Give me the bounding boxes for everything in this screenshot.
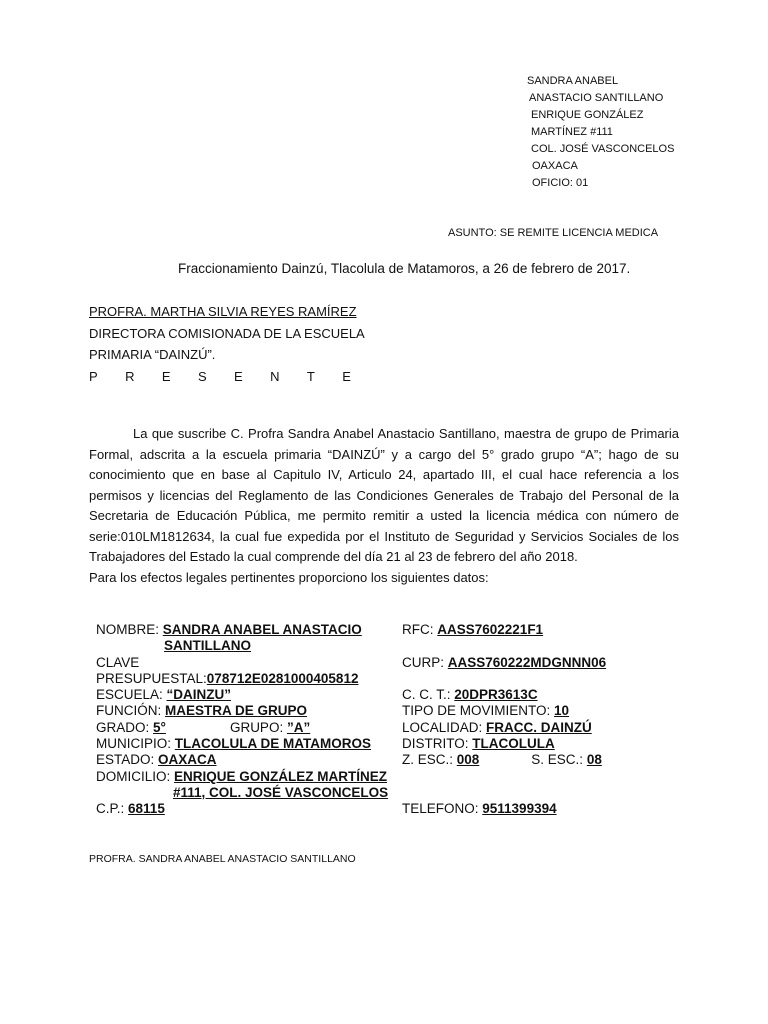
field-label: PRESUPUESTAL: [96, 670, 207, 686]
data-row-rfc [402, 622, 702, 638]
field-value: #111, COL. JOSÉ VASCONCELOS [173, 784, 389, 800]
field-value: MAESTRA DE GRUPO [165, 703, 308, 719]
field-value: SANTILLANO [164, 638, 251, 654]
field-value: TLACOLULA DE MATAMOROS [174, 736, 371, 752]
sender-line: ENRIQUE GONZÁLEZ [531, 109, 644, 121]
recipient-name: PROFRA. MARTHA SILVIA REYES RAMÍREZ [89, 304, 357, 319]
recipient-title: DIRECTORA COMISIONADA DE LA ESCUELA [89, 325, 365, 341]
field-label: C. C. T.: [402, 687, 455, 703]
data-row-grado [96, 720, 396, 736]
field-value: AASS760222MDGNNN06 [447, 654, 607, 670]
field-value: 10 [554, 703, 570, 719]
signature-line: PROFRA. SANDRA ANABEL ANASTACIO SANTILLANO [89, 853, 356, 865]
body-text [89, 424, 679, 588]
field-value: 68115 [128, 801, 165, 817]
field-label: CURP: [402, 654, 448, 670]
field-value: FRACC. DAINZÚ [486, 719, 592, 735]
data-row-tipo [402, 703, 702, 719]
presente-letter: S [197, 368, 207, 384]
sender-line: SANDRA ANABEL [527, 75, 619, 87]
sender-line: ANASTACIO SANTILLANO [529, 92, 664, 104]
field-label: FUNCIÓN: [96, 703, 165, 719]
data-row-spacer [402, 785, 702, 801]
field-value: “DAINZU” [166, 687, 232, 703]
data-column-right [402, 622, 702, 818]
data-row-curp [402, 655, 702, 671]
data-row-municipio [96, 736, 396, 752]
field-label: GRADO: [96, 719, 154, 735]
data-row-escuela [96, 687, 396, 703]
data-column-left [96, 622, 396, 818]
recipient-block [89, 301, 365, 387]
field-value: 08 [586, 752, 602, 768]
presente-letter: E [234, 368, 243, 384]
field-label: C.P.: [96, 801, 129, 817]
presente-letter: R [125, 368, 135, 384]
field-value: AASS7602221F1 [437, 622, 544, 637]
field-label: RFC: [402, 622, 438, 637]
data-row-spacer [402, 769, 702, 785]
field-label: DISTRITO: [402, 736, 473, 752]
field-label: S. ESC.: [531, 752, 587, 768]
field-label: GRUPO: [229, 719, 287, 735]
data-row-localidad [402, 720, 702, 736]
data-row-cp [96, 801, 396, 817]
body-closing: Para los efectos legales pertinentes proporciono los siguientes datos: [89, 569, 489, 585]
data-row-nombre-cont [96, 638, 396, 654]
field-label: TELEFONO: [402, 801, 483, 817]
field-label: ESCUELA: [96, 687, 167, 703]
field-value: 5° [153, 719, 166, 735]
sender-line: MARTÍNEZ #111 [531, 126, 613, 138]
sender-line: OAXACA [532, 160, 578, 172]
field-value: ”A” [286, 719, 311, 735]
data-row-domicilio [96, 769, 396, 785]
data-row-nombre [96, 622, 396, 638]
sender-block [527, 73, 674, 192]
field-label: ESTADO: [96, 752, 159, 768]
presente-letter: E [342, 368, 351, 384]
data-row-telefono [402, 801, 702, 817]
place-date: Fraccionamiento Dainzú, Tlacolula de Matamoros, a 26 de febrero de 2017. [178, 261, 631, 276]
data-row-spacer [402, 638, 702, 654]
data-row-cct [402, 687, 702, 703]
sender-line: COL. JOSÉ VASCONCELOS [531, 143, 675, 155]
field-value: TLACOLULA [472, 736, 555, 752]
field-label: CLAVE [96, 654, 140, 670]
body-paragraph: La que suscribe C. Profra Sandra Anabel Anastacio Santillano, maestra de grupo de Primaria Formal, adscrita a la escuela primaria “DAINZÚ” y a cargo del 5° grado grupo “A”; hago de su conocimiento que en base al Capitulo IV, Articulo 24, apartado III, el cual hace referencia a los permisos y licencias del Reglamento de las Condiciones Generales de Trabajo del Personal de la Secretaria de Educación Pública, me permito remitir a usted la licencia médica con número de serie:010LM1812634, la cual fue expedida por el Instituto de Seguridad y Servicios Sociales de los Trabajadores del Estado la cual comprende del día 21 al 23 de febrero del año 2018. [89, 426, 679, 564]
data-row-distrito [402, 736, 702, 752]
field-label: MUNICIPIO: [96, 736, 175, 752]
data-row-funcion [96, 703, 396, 719]
data-row-zona [402, 752, 702, 768]
data-row-clave [96, 655, 396, 671]
data-row-spacer [402, 671, 702, 687]
presente-letter: E [161, 368, 171, 384]
sender-line: OFICIO: 01 [532, 177, 589, 189]
field-value: 20DPR3613C [454, 687, 538, 703]
field-label: DOMICILIO: [96, 768, 175, 784]
field-label: NOMBRE: [96, 622, 163, 637]
data-row-estado [96, 752, 396, 768]
field-label: Z. ESC.: [402, 752, 457, 768]
field-value: ENRIQUE GONZÁLEZ MARTÍNEZ [174, 768, 388, 784]
data-row-domicilio-cont [96, 785, 396, 801]
presente-letter: P [89, 368, 98, 384]
field-value: OAXACA [158, 752, 217, 768]
field-value: 008 [456, 752, 480, 768]
field-value: 9511399394 [482, 801, 557, 817]
presente-line [89, 366, 351, 388]
field-label: LOCALIDAD: [402, 719, 487, 735]
presente-letter: T [306, 368, 315, 384]
field-value: SANDRA ANABEL ANASTACIO [162, 622, 362, 637]
field-value: 078712E0281000405812 [206, 670, 359, 686]
field-label: TIPO DE MOVIMIENTO: [402, 703, 555, 719]
recipient-school: PRIMARIA “DAINZÚ”. [89, 347, 216, 362]
presente-letter: N [270, 368, 280, 384]
subject-line: ASUNTO: SE REMITE LICENCIA MEDICA [448, 227, 659, 239]
data-row-presupuestal [96, 671, 396, 687]
